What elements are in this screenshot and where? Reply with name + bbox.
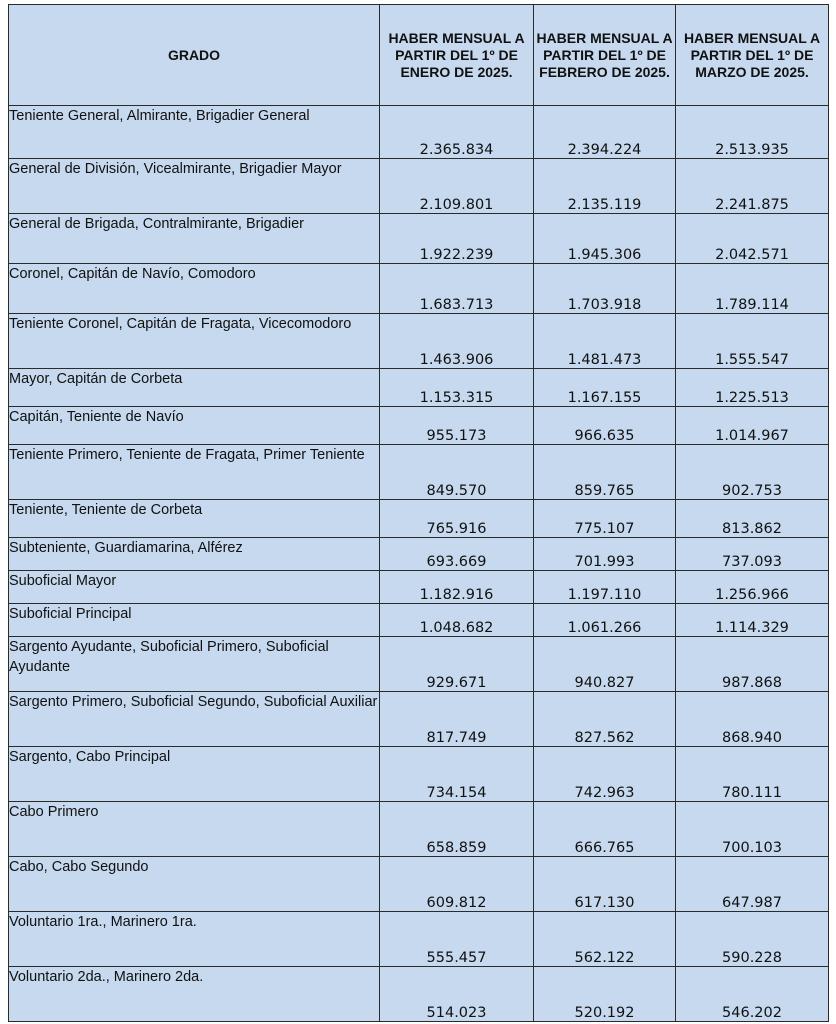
grado-cell: Coronel, Capitán de Navío, Comodoro	[9, 264, 380, 314]
marzo-value-cell: 737.093	[676, 538, 829, 571]
marzo-value-cell: 590.228	[676, 912, 829, 967]
table-row	[9, 857, 829, 912]
marzo-value-cell: 2.241.875	[676, 159, 829, 214]
febrero-value-cell: 2.135.119	[534, 159, 676, 214]
grado-cell: General de División, Vicealmirante, Brigadier Mayor	[9, 159, 380, 214]
enero-value-cell: 849.570	[380, 445, 534, 500]
febrero-value-cell: 2.394.224	[534, 106, 676, 159]
marzo-value-cell: 700.103	[676, 802, 829, 857]
enero-value-cell: 1.153.315	[380, 369, 534, 407]
marzo-value-cell: 1.014.967	[676, 407, 829, 445]
table-row	[9, 407, 829, 445]
marzo-value-cell: 647.987	[676, 857, 829, 912]
marzo-value-cell: 2.042.571	[676, 214, 829, 264]
enero-value-cell: 1.182.916	[380, 571, 534, 604]
febrero-value-cell: 1.061.266	[534, 604, 676, 637]
grado-cell: Teniente Primero, Teniente de Fragata, Primer Teniente	[9, 445, 380, 500]
enero-value-cell: 929.671	[380, 637, 534, 692]
grado-cell: Teniente General, Almirante, Brigadier General	[9, 106, 380, 159]
grado-cell: Teniente, Teniente de Corbeta	[9, 500, 380, 538]
grado-cell: Mayor, Capitán de Corbeta	[9, 369, 380, 407]
marzo-value-cell: 546.202	[676, 967, 829, 1022]
header-marzo: HABER MENSUAL A PARTIR DEL 1º DE MARZO DE 2025.	[676, 5, 829, 106]
febrero-value-cell: 1.167.155	[534, 369, 676, 407]
enero-value-cell: 658.859	[380, 802, 534, 857]
febrero-value-cell: 520.192	[534, 967, 676, 1022]
header-row	[9, 5, 829, 106]
table-row	[9, 912, 829, 967]
enero-value-cell: 734.154	[380, 747, 534, 802]
marzo-value-cell: 987.868	[676, 637, 829, 692]
table-row	[9, 967, 829, 1022]
marzo-value-cell: 780.111	[676, 747, 829, 802]
table-row	[9, 747, 829, 802]
enero-value-cell: 817.749	[380, 692, 534, 747]
marzo-value-cell: 1.789.114	[676, 264, 829, 314]
marzo-value-cell: 1.225.513	[676, 369, 829, 407]
table-row	[9, 264, 829, 314]
enero-value-cell: 1.683.713	[380, 264, 534, 314]
marzo-value-cell: 902.753	[676, 445, 829, 500]
enero-value-cell: 765.916	[380, 500, 534, 538]
febrero-value-cell: 701.993	[534, 538, 676, 571]
febrero-value-cell: 617.130	[534, 857, 676, 912]
enero-value-cell: 514.023	[380, 967, 534, 1022]
grado-cell: Cabo Primero	[9, 802, 380, 857]
table-body	[9, 106, 829, 1022]
table-row	[9, 369, 829, 407]
table-row	[9, 604, 829, 637]
grado-cell: Suboficial Mayor	[9, 571, 380, 604]
febrero-value-cell: 966.635	[534, 407, 676, 445]
marzo-value-cell: 2.513.935	[676, 106, 829, 159]
febrero-value-cell: 666.765	[534, 802, 676, 857]
table-row	[9, 159, 829, 214]
febrero-value-cell: 742.963	[534, 747, 676, 802]
table-row	[9, 692, 829, 747]
table-row	[9, 214, 829, 264]
marzo-value-cell: 868.940	[676, 692, 829, 747]
header-enero: HABER MENSUAL A PARTIR DEL 1º DE ENERO DE 2025.	[380, 5, 534, 106]
grado-cell: Voluntario 2da., Marinero 2da.	[9, 967, 380, 1022]
febrero-value-cell: 1.703.918	[534, 264, 676, 314]
grado-cell: Suboficial Principal	[9, 604, 380, 637]
table-row	[9, 314, 829, 369]
febrero-value-cell: 827.562	[534, 692, 676, 747]
salary-table	[8, 4, 829, 1022]
grado-cell: Subteniente, Guardiamarina, Alférez	[9, 538, 380, 571]
febrero-value-cell: 859.765	[534, 445, 676, 500]
febrero-value-cell: 775.107	[534, 500, 676, 538]
grado-cell: Sargento Ayudante, Suboficial Primero, Suboficial Ayudante	[9, 637, 380, 692]
enero-value-cell: 555.457	[380, 912, 534, 967]
grado-cell: Teniente Coronel, Capitán de Fragata, Vicecomodoro	[9, 314, 380, 369]
enero-value-cell: 2.365.834	[380, 106, 534, 159]
febrero-value-cell: 1.197.110	[534, 571, 676, 604]
enero-value-cell: 609.812	[380, 857, 534, 912]
grado-cell: General de Brigada, Contralmirante, Brigadier	[9, 214, 380, 264]
header-febrero: HABER MENSUAL A PARTIR DEL 1º DE FEBRERO DE 2025.	[534, 5, 676, 106]
febrero-value-cell: 1.945.306	[534, 214, 676, 264]
febrero-value-cell: 940.827	[534, 637, 676, 692]
table-row	[9, 106, 829, 159]
marzo-value-cell: 1.114.329	[676, 604, 829, 637]
enero-value-cell: 693.669	[380, 538, 534, 571]
grado-cell: Capitán, Teniente de Navío	[9, 407, 380, 445]
grado-cell: Sargento, Cabo Principal	[9, 747, 380, 802]
table-row	[9, 802, 829, 857]
febrero-value-cell: 562.122	[534, 912, 676, 967]
grado-cell: Sargento Primero, Suboficial Segundo, Suboficial Auxiliar	[9, 692, 380, 747]
marzo-value-cell: 813.862	[676, 500, 829, 538]
marzo-value-cell: 1.256.966	[676, 571, 829, 604]
marzo-value-cell: 1.555.547	[676, 314, 829, 369]
table-row	[9, 571, 829, 604]
table-row	[9, 500, 829, 538]
grado-cell: Cabo, Cabo Segundo	[9, 857, 380, 912]
header-grado: GRADO	[9, 5, 380, 106]
enero-value-cell: 2.109.801	[380, 159, 534, 214]
table-row	[9, 538, 829, 571]
table-row	[9, 637, 829, 692]
enero-value-cell: 1.048.682	[380, 604, 534, 637]
table-row	[9, 445, 829, 500]
enero-value-cell: 1.922.239	[380, 214, 534, 264]
febrero-value-cell: 1.481.473	[534, 314, 676, 369]
enero-value-cell: 955.173	[380, 407, 534, 445]
enero-value-cell: 1.463.906	[380, 314, 534, 369]
grado-cell: Voluntario 1ra., Marinero 1ra.	[9, 912, 380, 967]
